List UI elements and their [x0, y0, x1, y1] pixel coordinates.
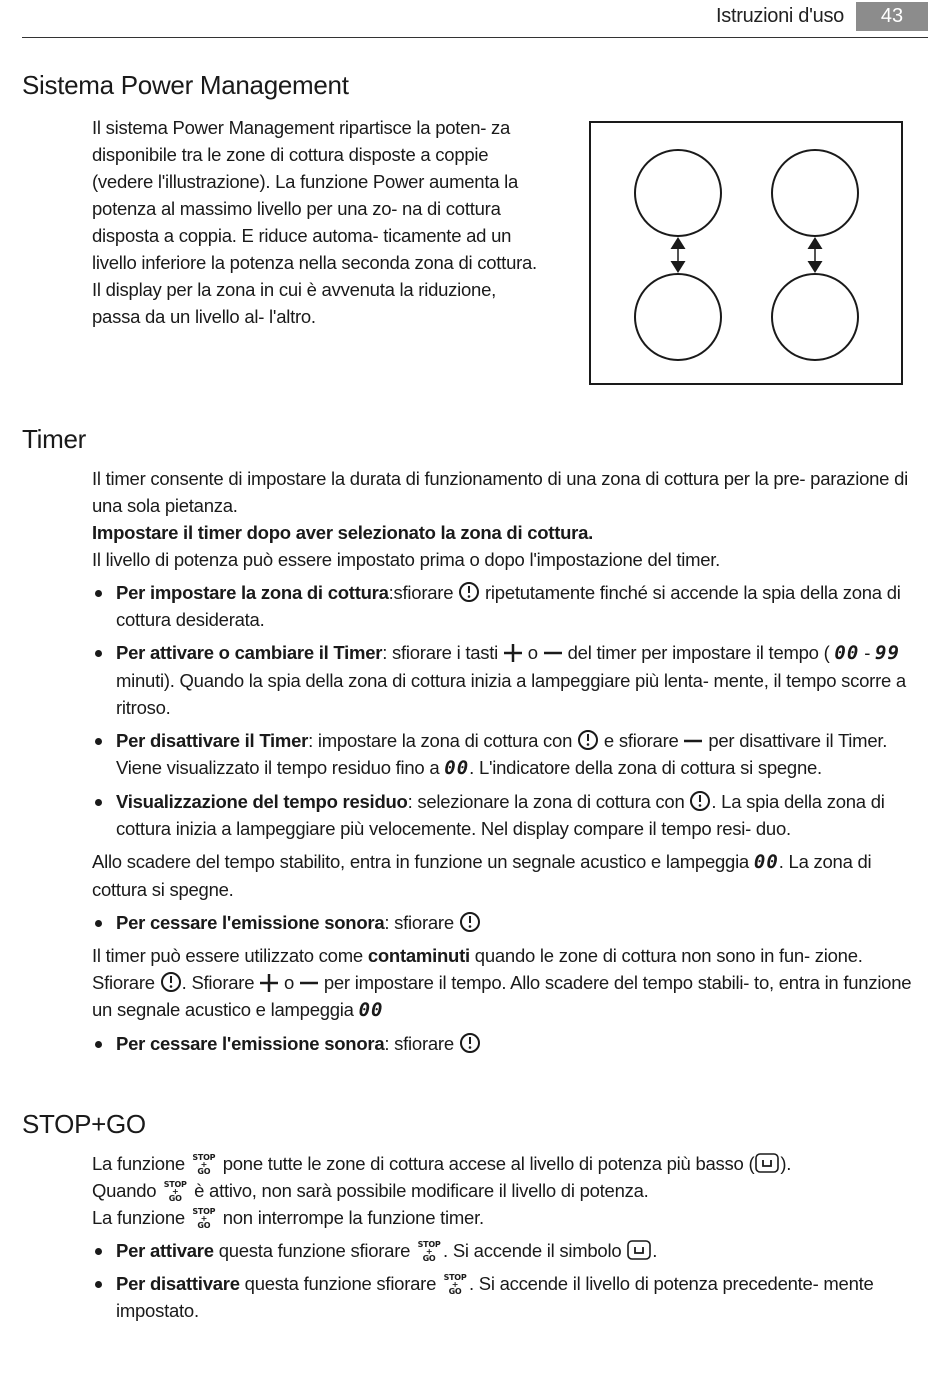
timer-icon: [459, 911, 481, 933]
list-item: Per disattivare il Timer: impostare la zona di cottura con e sfiorare per disattivare il Timer. Viene visualizzato il tempo residuo fino a 00. L'indicatore della zona di cottura si spegne.: [92, 727, 926, 782]
zone-rear-left: [635, 274, 721, 360]
stopgo-section: [92, 1150, 926, 1330]
header-title: Istruzioni d'uso: [716, 5, 844, 27]
stop-go-icon: STOP + GO: [417, 1240, 441, 1263]
minus-icon: [683, 731, 703, 751]
plus-icon: [503, 643, 523, 663]
power-management-heading: Sistema Power Management: [22, 70, 349, 100]
display-digits-00: 00: [834, 642, 860, 664]
stopgo-heading: STOP+GO: [22, 1109, 146, 1139]
list-item: Per attivare questa funzione sfiorare STOP + GO . Si accende il simbolo .: [92, 1237, 926, 1264]
timer-icon: [577, 729, 599, 751]
timer-icon: [689, 790, 711, 812]
minus-icon: [299, 973, 319, 993]
stopgo-p3: La funzione STOP + GO non interrompe la funzione timer.: [92, 1207, 484, 1230]
stopgo-p2: Quando STOP + GO è attivo, non sarà possibile modificare il livello di potenza.: [92, 1180, 649, 1203]
plus-icon: [259, 973, 279, 993]
list-item: Per cessare l'emissione sonora: sfiorare: [92, 909, 926, 936]
cooktop-illustration: [589, 121, 903, 385]
timer-section: [92, 465, 926, 1063]
stopgo-p1: La funzione STOP + GO pone tutte le zone di cottura accese al livello di potenza più basso ( ).: [92, 1153, 792, 1176]
cooktop-zones-svg: [591, 123, 901, 383]
minus-icon: [543, 643, 563, 663]
display-digits-00: 00: [444, 757, 470, 779]
lowest-level-symbol-icon: [754, 1152, 780, 1174]
page-header: [22, 0, 928, 38]
timer-heading: Timer: [22, 424, 86, 454]
page-number: 43: [856, 2, 928, 31]
stop-go-icon: STOP + GO: [163, 1180, 187, 1203]
timer-bold-line: Impostare il timer dopo aver selezionato la zona di cottura.: [92, 522, 594, 543]
timer-icon: [160, 971, 182, 993]
display-digits-00: 00: [358, 999, 384, 1021]
timer-icon: [459, 1032, 481, 1054]
timer-intro: Il timer consente di impostare la durata di funzionamento di una zona di cottura per la pre- parazione di una sola pietanza.: [92, 468, 908, 516]
display-digits-00: 00: [753, 851, 779, 873]
timer-icon: [458, 581, 480, 603]
list-item: Per impostare la zona di cottura:sfiorare ripetutamente finché si accende la spia della zona di cottura desiderata.: [92, 579, 926, 633]
lowest-level-symbol-icon: [626, 1239, 652, 1261]
display-digits-99: 99: [875, 642, 900, 664]
stop-go-icon: STOP + GO: [192, 1207, 216, 1230]
stop-go-icon: STOP + GO: [192, 1153, 216, 1176]
list-item: Per attivare o cambiare il Timer: sfiorare i tasti o del timer per impostare il tempo ( 00 - 99 minuti). Quando la spia della zona di cottura inizia a lampeggiare più lenta- mente, il tempo scorre a ritroso.: [92, 639, 926, 721]
zone-front-left: [635, 150, 721, 236]
contaminuti-text: Il timer può essere utilizzato come contaminuti quando le zone di cottura non sono in fun- zione. Sfiorare . Sfiorare o per impostare il tempo. Allo scadere del tempo stabili- to, entra in funzione un segnale acustico e lampeggia 00: [92, 942, 926, 1024]
zone-front-right: [772, 150, 858, 236]
zone-rear-right: [772, 274, 858, 360]
list-item: Per cessare l'emissione sonora: sfiorare: [92, 1030, 926, 1057]
timer-end-text: Allo scadere del tempo stabilito, entra in funzione un segnale acustico e lampeggia 00. La zona di cottura si spegne.: [92, 851, 872, 900]
list-item: Visualizzazione del tempo residuo: selezionare la zona di cottura con . La spia della zona di cottura inizia a lampeggiare più velocemente. Nel display compare il tempo resi- duo.: [92, 788, 926, 842]
list-item: Per disattivare questa funzione sfiorare STOP + GO . Si accende il livello di potenza precedente- mente impostato.: [92, 1270, 926, 1324]
timer-line2: Il livello di potenza può essere impostato prima o dopo l'impostazione del timer.: [92, 549, 721, 570]
power-management-text: Il sistema Power Management ripartisce la poten- za disponibile tra le zone di cottura disposte a coppie (vedere l'illustrazione). La funzione Power aumenta la potenza al massimo livello per una zo- na di cottura disposta a coppia. E riduce automa- ticamente ad un livello inferiore la potenza nella seconda zona di cottura. Il display per la zona in cui è avvenuta la riduzione, passa da un livello al- l'altro.: [92, 117, 537, 327]
stop-go-icon: STOP + GO: [443, 1273, 467, 1296]
